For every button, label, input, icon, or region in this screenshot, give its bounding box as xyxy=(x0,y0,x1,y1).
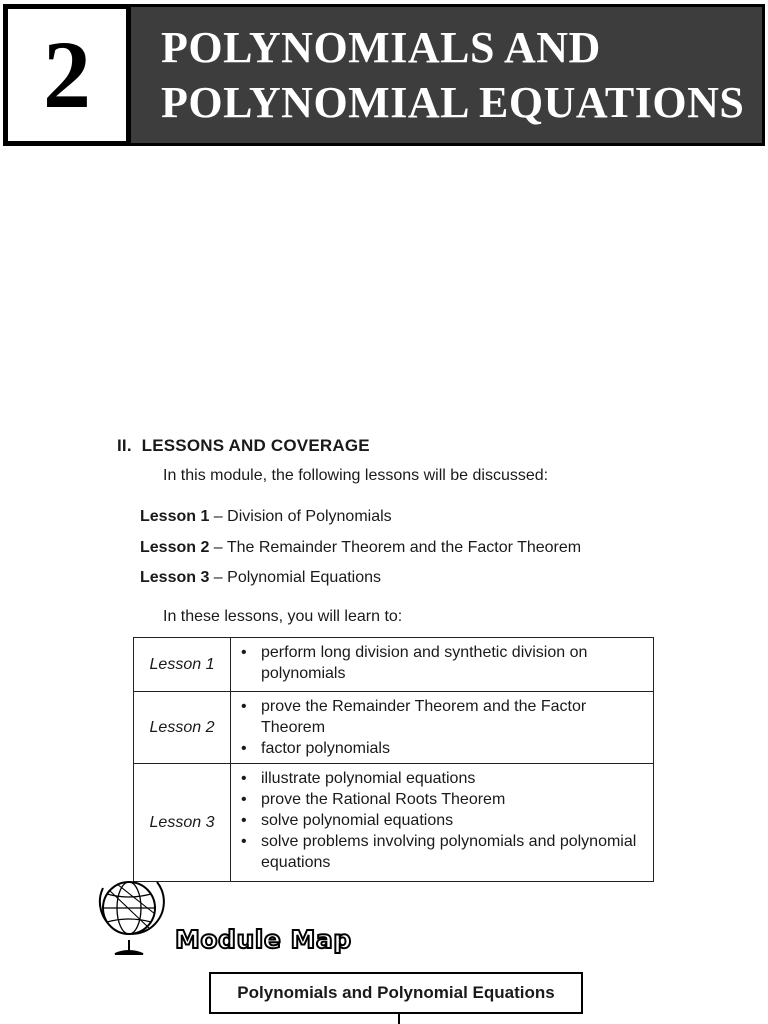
table-cell-objectives xyxy=(231,692,654,764)
lesson-label: Lesson 3 xyxy=(140,569,210,586)
lesson-label: Lesson 2 xyxy=(140,538,210,556)
lesson-item xyxy=(140,568,581,599)
lesson-label: Lesson 1 xyxy=(140,508,210,525)
module-map-connector xyxy=(398,1014,400,1024)
objective-item: • solve problems involving polynomials and polynomial equations xyxy=(239,831,645,873)
objective-item: • solve polynomial equations xyxy=(239,810,645,831)
section-intro: In this module, the following lessons will be discussed: xyxy=(163,467,549,484)
module-map-root-node: Polynomials and Polynomial Equations xyxy=(209,972,583,1014)
chapter-number-box xyxy=(6,7,128,143)
table-row xyxy=(134,764,654,882)
lesson-title: – Polynomial Equations xyxy=(209,569,382,586)
learn-intro: In these lessons, you will learn to: xyxy=(163,608,403,625)
table-cell-lesson: Lesson 3 xyxy=(134,764,231,882)
table-row xyxy=(134,692,654,764)
lesson-list xyxy=(140,507,581,599)
objective-item: • perform long division and synthetic division on polynomials xyxy=(239,642,645,684)
chapter-title-line1: POLYNOMIALS AND xyxy=(161,23,601,72)
lesson-item xyxy=(140,507,581,538)
lesson-title: – Division of Polynomials xyxy=(209,508,392,525)
section-heading: II. LESSONS AND COVERAGE xyxy=(117,436,370,455)
chapter-number: 2 xyxy=(43,21,91,128)
module-map-title: Module Map xyxy=(175,925,352,954)
lesson-title: – The Remainder Theorem and the Factor Theorem xyxy=(209,538,582,556)
coverage-table xyxy=(133,637,654,882)
chapter-title-box xyxy=(131,7,762,143)
objective-item: • illustrate polynomial equations xyxy=(239,768,645,789)
chapter-title-line2: POLYNOMIAL EQUATIONS xyxy=(161,78,745,127)
table-row xyxy=(134,638,654,692)
globe-icon xyxy=(95,868,167,960)
chapter-banner xyxy=(3,4,765,146)
table-cell-lesson: Lesson 2 xyxy=(134,692,231,764)
objective-item: • prove the Rational Roots Theorem xyxy=(239,789,645,810)
table-cell-lesson: Lesson 1 xyxy=(134,638,231,692)
objective-item: • factor polynomials xyxy=(239,738,645,759)
table-cell-objectives xyxy=(231,764,654,882)
objective-item: • prove the Remainder Theorem and the Factor Theorem xyxy=(239,696,645,738)
table-cell-objectives xyxy=(231,638,654,692)
lesson-item xyxy=(140,538,581,569)
